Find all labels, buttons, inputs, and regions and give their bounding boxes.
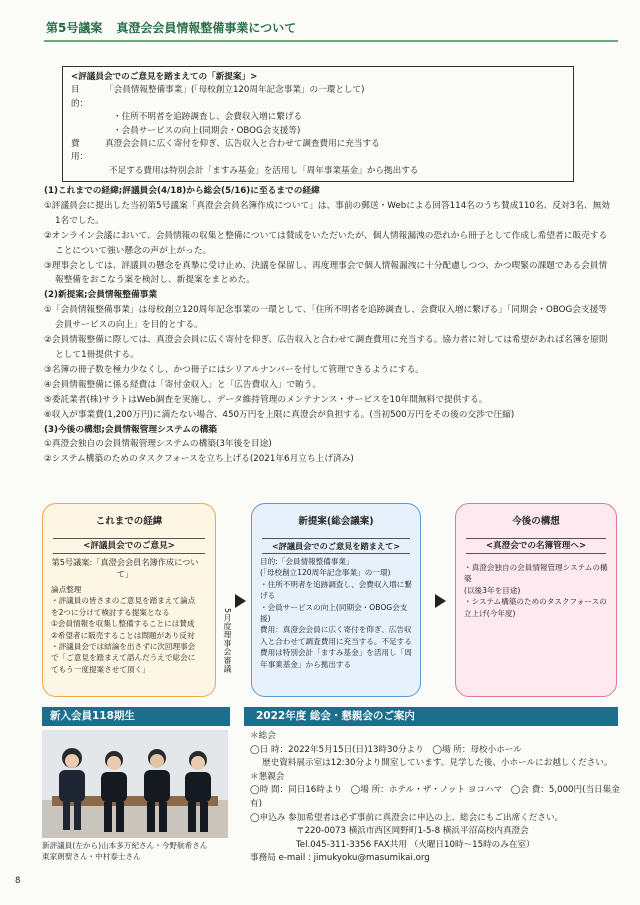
purpose-item: ・住所不明者を追跡調査し、会費収入増に繋げる	[113, 112, 303, 123]
history-box-title: これまでの経緯	[95, 516, 163, 527]
new-members-header: 新入会員118期生	[42, 707, 230, 726]
page-title	[44, 18, 618, 42]
new-proposal-flow-box	[251, 503, 421, 697]
meeting-info	[250, 730, 620, 866]
history-lead: 第5号議案:「真澄会会員名簿作成について」	[51, 557, 199, 579]
section-item: ⑤委託業者(株)サラトはWeb調査を実施し、データ維持管理のメンテナンス・サービスを10年間無料で提供する。	[44, 394, 488, 405]
arrow-right-icon	[235, 594, 246, 608]
meeting-header: 2022年度 総会・懇親会のご案内	[244, 707, 618, 726]
section-item: ⑥収入が事業費(1,200万円)に満たない場合、450万円を上限に真澄会が負担する。(当初500万円をその後の交渉で圧縮)	[44, 409, 515, 420]
purpose-item: ・会員サービスの向上(同期会・OBOG会支援等)	[113, 125, 301, 136]
section-item: ④会員情報整備に係る経費は「寄付金収入」と「広告費収入」で賄う。	[44, 379, 322, 390]
section-item: ①真澄会独自の会員情報管理システムの構築(3年後を目途)	[44, 439, 272, 450]
office-address: 〒220-0073 横浜市西区岡野町1-5-8 横浜平沼高校内真澄会	[296, 826, 529, 837]
agenda-name: 真澄会会員情報整備事業について	[116, 21, 297, 35]
party-details: ◯時 間：同日16時より ◯場 所：ホテル・ザ・ノット ヨコハマ ◯会 費：5,000円(当日集金有)	[250, 785, 620, 809]
general-meeting-date: ◯日 時：2022年5月15日(日)13時30分より ◯場 所：母校小ホール	[250, 744, 522, 755]
point-item: ・評議員会では結論を出さずに次回理事会で「ご意見を踏まえて諮んだうえで総会にてもう一度提案させて頂く」	[51, 642, 196, 674]
proposal-cost: 費用：真澄会会員に広く寄付を仰ぎ、広告収入と合わせて調査費用に充当する。不足する費用は特別会計「ますみ基金」を活用し「周年事業基金」から拠出する	[260, 625, 412, 669]
main-text	[44, 184, 614, 467]
section-item: ②会員情報整備に際しては、真澄会会員に広く寄付を仰ぎ、広告収入と合わせて調査費用に充当する。協力者に対しては希望があれば名簿を原則として1冊提供する。	[44, 335, 608, 360]
proposal-box-subtitle: <評議員会でのご意見を踏まえて>	[262, 538, 410, 554]
page-number: 8	[15, 876, 21, 886]
general-meeting-note: 歴史資料展示室は12:30分より開室しています。見学した後、小ホールにお越しください。	[262, 758, 613, 769]
future-item: ・真澄会独自の会員情報管理システムの構築	[464, 563, 608, 584]
general-meeting-label: ＊総会	[250, 731, 276, 741]
new-members-photo	[42, 730, 228, 838]
board-review-note: 5月度理事会審議	[223, 608, 232, 674]
caption-line: 新評議員(左から)山本多万紀さん・今野航希さん	[42, 841, 208, 850]
proposal-heading: <評議員会でのご意見を踏まえての「新提案」>	[71, 72, 258, 82]
new-proposal-box	[62, 66, 574, 182]
office-tel: Tel.045-311-3356 FAX共用 （火曜日10時～15時のみ在室）	[296, 839, 535, 850]
section-heading: (1)これまでの経緯;評議員会(4/18)から総会(5/16)に至るまでの経緯	[44, 186, 320, 196]
future-item: (以後3年を目途)	[464, 585, 521, 595]
purpose-label: 目 的：	[71, 85, 89, 109]
purpose-text: 「会員情報整備事業」(「母校創立120周年記念事業」の一環として)	[105, 85, 365, 96]
section-item: ①「会員情報整備事業」は母校創立120周年記念事業の一環として、「住所不明者を追跡調査し、会費収入増に繋げる」「同期会・OBOG会支援等会員サービスの向上」を目的とする。	[44, 305, 607, 331]
points-label: 論点整理	[51, 585, 82, 594]
caption-line: 東家朗聖さん・中村泰士さん	[42, 852, 141, 861]
proposal-item: ・会員サービスの向上(同期会・OBOG会支援)	[260, 602, 408, 624]
cost-label: 費 用：	[71, 139, 89, 163]
future-box-body	[464, 562, 610, 619]
proposal-box-body	[260, 556, 414, 670]
proposal-purpose-note: (「母校創立120周年記念事業」の一環)	[260, 568, 391, 578]
proposal-purpose: 目的:「会員情報整備事業」	[260, 557, 354, 566]
section-item: ①評議員会に提出した当初第5号議案「真澄会会員名簿作成について」は、事前の郵送・Webによる回答114名のうち賛成110名、反対3名、無効1名でした。	[44, 200, 610, 226]
section-item: ②システム構築のためのタスクフォースを立ち上げる(2021年6月立ち上げ済み)	[44, 454, 354, 465]
section-item: ③名簿の冊子数を極力少なくし、かつ冊子にはシリアルナンバーを付して管理できるようにする。	[44, 364, 424, 375]
cost-text: 真澄会会員に広く寄付を仰ぎ、広告収入と合わせて調査費用に充当する	[105, 139, 380, 150]
party-label: ＊懇親会	[250, 771, 285, 782]
group-photo-image	[42, 730, 228, 838]
photo-caption	[42, 840, 242, 862]
section-item: ②オンライン会議において、会員情報の収集と整備については賛成をいただいたが、個人情報漏洩の恐れから冊子として作成し希望者に販売することについて強い懸念の声が上がった。	[44, 230, 608, 256]
application-info: ◯申込み 参加希望者は必ず事前に真澄会に申込の上、総会にもご出席ください。	[250, 812, 564, 823]
office-email: 事務局 e-mail : jimukyoku@masumikai.org	[250, 853, 430, 864]
arrow-right-icon	[435, 594, 446, 608]
cost-text-2: 不足する費用は特別会計「ますみ基金」を活用し「周年事業基金」から拠出する	[109, 165, 419, 176]
proposal-box-title: 新提案(総会議案)	[298, 516, 374, 527]
section-heading: (2)新提案;会員情報整備事業	[44, 290, 158, 301]
point-item: ・評議員の皆さまのご意見を踏まえて論点を2つに分けて検討する提案となる	[51, 596, 196, 617]
future-box-title: 今後の構想	[512, 516, 560, 527]
point-item: ②希望者に販売することは問題があり反対	[51, 630, 195, 640]
history-box-subtitle: <評議員会でのご意見>	[53, 538, 205, 554]
section-heading: (3)今後の構想;会員情報管理システムの構築	[44, 424, 217, 435]
section-item: ③理事会としては、評議員の懸念を真摯に受け止め、決議を保留し、再度理事会で個人情報漏洩に十分配慮しつつ、かつ喫緊の課題である会員情報整備をおこなう案を検討し、新提案をまとめた。	[44, 260, 608, 286]
point-item: ①会員情報を収集し整備することには賛成	[51, 619, 195, 629]
future-box-subtitle: <真澄会での名簿管理へ>	[466, 538, 606, 554]
history-points	[51, 584, 199, 675]
proposal-item: ・住所不明者を追跡調査し、会費収入増に繋げる	[260, 579, 412, 601]
history-box	[42, 503, 216, 697]
future-plan-box	[455, 503, 617, 697]
agenda-number: 第5号議案	[46, 21, 103, 35]
future-item: ・システム構築のためのタスクフォースの立上げ(今年度)	[464, 597, 607, 618]
